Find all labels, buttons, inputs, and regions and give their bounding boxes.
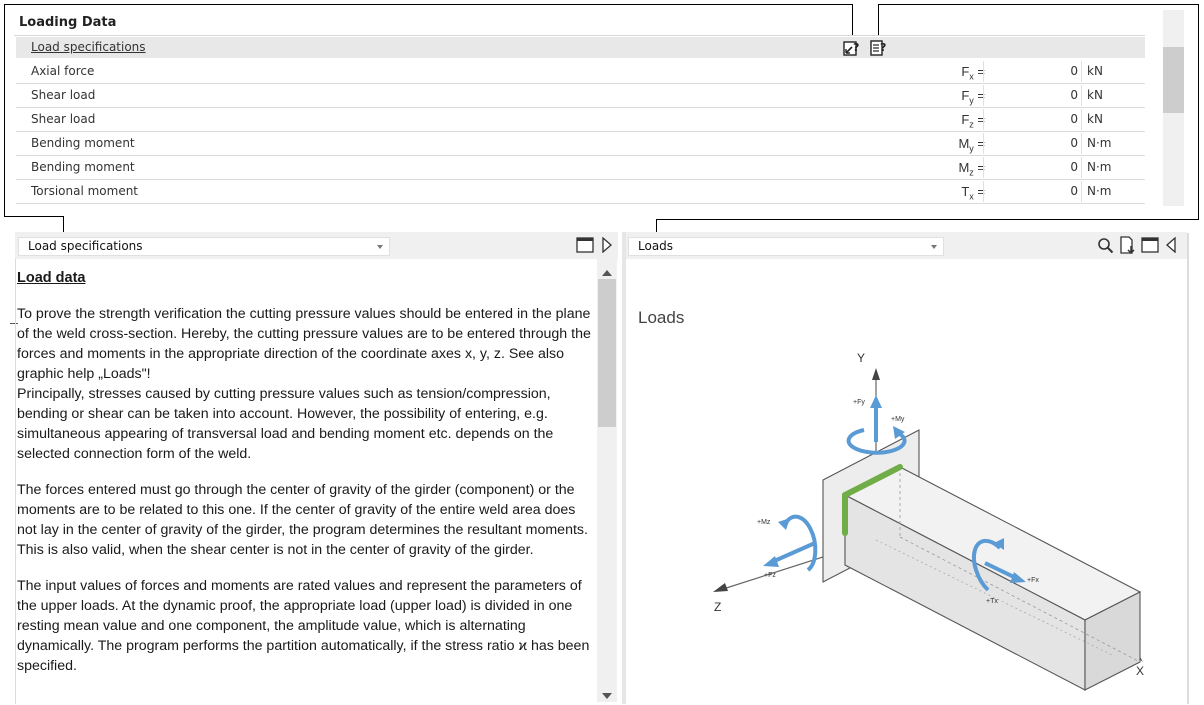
document-down-icon[interactable] (1119, 236, 1138, 255)
row-unit: N·m (1087, 160, 1112, 174)
load-row-bending-z (16, 156, 1145, 180)
row-symbol: $M_z$ = (958, 160, 985, 178)
graphic-dropdown-value: Loads (638, 239, 674, 253)
row-unit: kN (1087, 64, 1103, 78)
svg-text:?: ? (853, 41, 860, 54)
fy-label: +Fy (853, 399, 865, 406)
axis-y-label: Y (857, 351, 866, 365)
row-symbol: $F_z$ = (961, 112, 985, 130)
row-unit: N·m (1087, 184, 1112, 198)
collapse-left-icon[interactable] (1165, 237, 1177, 253)
help-text-area (17, 262, 595, 704)
row-label: Axial force (31, 64, 95, 78)
window-icon[interactable] (576, 237, 594, 253)
load-row-bending-y (16, 132, 1145, 156)
tx-label: +Tx (986, 598, 998, 605)
fx-input[interactable]: 0 (983, 61, 1082, 82)
axis-z-label: Z (714, 600, 722, 614)
help-heading: Load data (17, 270, 86, 286)
scroll-up-icon[interactable] (601, 263, 613, 273)
tx-input[interactable]: 0 (983, 181, 1082, 202)
edit-help-icon[interactable] (843, 39, 861, 57)
load-row-axial-force (16, 60, 1145, 84)
graphic-panel-edge (1187, 233, 1189, 704)
my-input[interactable]: 0 (983, 133, 1082, 154)
load-row-shear-y (16, 84, 1145, 108)
fz-input[interactable]: 0 (983, 109, 1082, 130)
graphic-dropdown[interactable] (628, 237, 944, 256)
scroll-down-icon[interactable] (601, 686, 613, 696)
search-icon[interactable] (1097, 237, 1114, 254)
fx-label: +Fx (1027, 577, 1039, 584)
axis-x-label: X (1136, 664, 1145, 678)
loads-diagram (626, 335, 1186, 700)
axis-y-arrow (872, 368, 880, 380)
row-label: Shear load (31, 88, 96, 102)
fz-label: +Fz (764, 572, 776, 579)
loading-data-panel (14, 11, 1145, 204)
help-paragraph: To prove the strength verification the cutting pressure values should be entered in the plane of the weld cross-section. Hereby, the cutting pressure values are to be entered through the forces and moments in the appropriate direction of the coordinate axes x, y, z. See also graphic help „Loads"! Principally, stresses caused by cutting pressure values such as tension/compression, bending or shear can be taken into account. However, the possibility of entering, e.g. simultaneous appearing of transversal load and bending moment etc. depends on the selected connection form of the weld. (17, 306, 591, 462)
row-symbol: $F_y$ = (961, 88, 985, 106)
window-icon[interactable] (1141, 237, 1159, 253)
load-row-torsion (16, 180, 1145, 204)
row-unit: N·m (1087, 136, 1112, 150)
row-label: Torsional moment (31, 184, 139, 198)
help-scroll-thumb[interactable] (598, 279, 616, 427)
row-label: Bending moment (31, 136, 135, 150)
help-paragraph: The input values of forces and moments are rated values and represent the parameters of the upper loads. At the dynamic proof, the appropriate load (upper load) is divided in one resting mean value and one component, the amplitude value, which is alternating dynamically. The program performs the partition automatically, if the stress ratio ϰ has been specified. (17, 578, 590, 674)
load-row-shear-z (16, 108, 1145, 132)
row-unit: kN (1087, 112, 1103, 126)
row-label: Bending moment (31, 160, 135, 174)
my-label: +My (891, 416, 905, 423)
top-panel-scroll-thumb[interactable] (1163, 47, 1184, 113)
load-specifications-link[interactable]: Load specifications (31, 40, 146, 54)
svg-text:?: ? (880, 41, 887, 54)
fy-input[interactable]: 0 (983, 85, 1082, 106)
mz-input[interactable]: 0 (983, 157, 1082, 178)
load-specifications-group[interactable] (16, 37, 1145, 58)
row-label: Shear load (31, 112, 96, 126)
graphic-title: Loads (638, 308, 685, 327)
help-panel-border (15, 259, 16, 704)
expand-right-icon[interactable] (601, 237, 613, 253)
row-symbol: $M_y$ = (958, 136, 985, 154)
help-topic-value: Load specifications (28, 239, 143, 253)
help-topic-dropdown[interactable] (18, 237, 390, 256)
row-symbol: $T_x$ = (961, 184, 985, 202)
chevron-down-icon (377, 245, 383, 249)
help-paragraph: The forces entered must go through the center of gravity of the girder (component) or the moments are to be related to this one. If the center of gravity of the entire weld area does not lay in the center of gravity of the girder, the program determines the resultant moments. This is also valid, when the shear center is not in the center of gravity of the girder. (17, 482, 588, 558)
row-symbol: $F_x$ = (961, 64, 985, 82)
chevron-down-icon (931, 245, 937, 249)
document-help-icon[interactable] (870, 39, 888, 57)
mz-label: +Mz (757, 519, 771, 526)
fz-arrow (772, 543, 815, 562)
row-unit: kN (1087, 88, 1103, 102)
axis-z-arrow (713, 583, 728, 592)
loading-data-title: Loading Data (14, 11, 1145, 36)
